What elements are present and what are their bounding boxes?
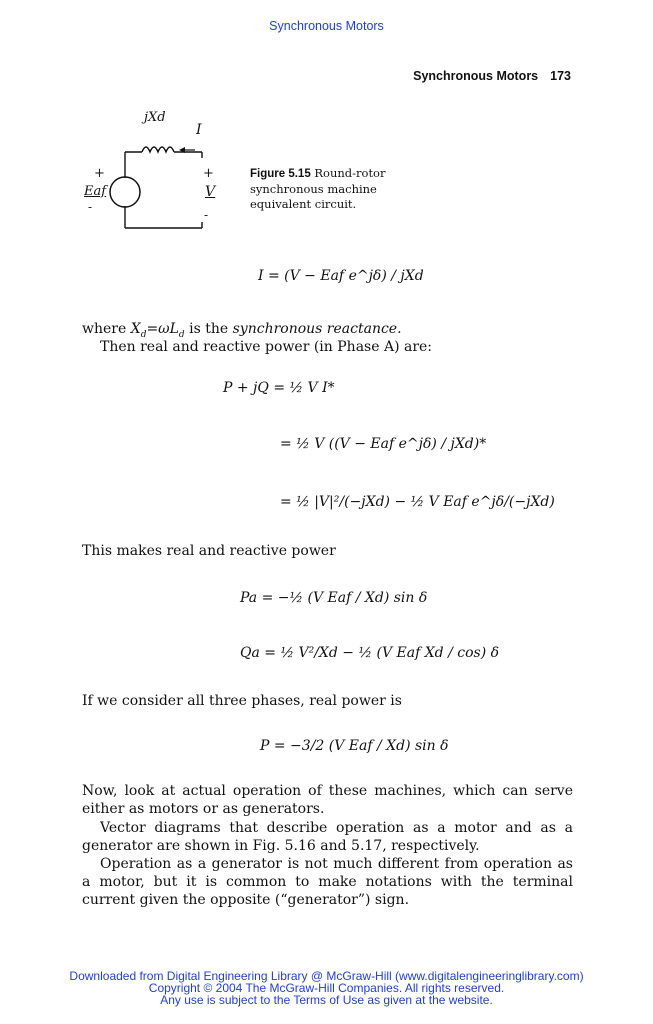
figure-caption <box>250 166 425 212</box>
figure-caption-label: Figure 5.15 <box>250 168 311 180</box>
paragraph-real-reactive-intro: Then real and reactive power (in Phase A) are: <box>100 339 433 355</box>
paragraph-makes-power: This makes real and reactive power <box>82 543 336 559</box>
page-number: 173 <box>550 69 571 83</box>
equation-complex-power-2: = ½ V ((V − Eaf e^jδ) / jXd)* <box>280 436 487 452</box>
label-v: V <box>205 184 216 200</box>
equation-complex-power: P + jQ = ½ V I* <box>223 380 335 396</box>
top-chapter-link[interactable]: Synchronous Motors <box>269 19 384 33</box>
label-jxd: jXd <box>144 110 166 125</box>
footer-terms-link[interactable]: Any use is subject to the Terms of Use as given at the website. <box>160 993 493 1007</box>
running-title: Synchronous Motors <box>413 69 539 83</box>
equation-complex-power-3: = ½ |V|²/(−jXd) − ½ V Eaf e^jδ/(−jXd) <box>280 494 555 510</box>
equation-reactive-power-phase: Qa = ½ V²/Xd − ½ (V Eaf Xd / cos) δ <box>240 645 500 661</box>
label-plus-left: + <box>94 166 105 181</box>
footer-copyright-link[interactable]: Copyright © 2004 The McGraw-Hill Companies. All rights reserved. <box>148 981 505 995</box>
running-header <box>413 69 571 83</box>
paragraph-actual-operation: Now, look at actual operation of these machines, which can serve either as motors or as generators. <box>82 783 573 817</box>
equation-current: I = (V − Eaf e^jδ) / jXd <box>258 268 424 284</box>
equivalent-circuit-figure <box>78 108 228 233</box>
equation-real-power-total: P = −3/2 (V Eaf / Xd) sin δ <box>260 738 449 754</box>
paragraph-vector-diagrams: Vector diagrams that describe operation as a motor and as a generator are shown in Fig. 5.16 and 5.17, respectively. <box>82 820 573 854</box>
paragraph-three-phases: If we consider all three phases, real power is <box>82 693 402 709</box>
label-current-i: I <box>196 122 202 138</box>
label-minus-right: - <box>204 208 209 222</box>
figure-caption-text: Round-rotor synchronous machine equivalent circuit. <box>250 166 386 211</box>
label-plus-right: + <box>203 166 214 181</box>
footer-download-link[interactable]: Downloaded from Digital Engineering Library @ McGraw-Hill (www.digitalengineeringlibrary.com) <box>69 969 584 983</box>
paragraph-generator-operation: Operation as a generator is not much different from operation as a motor, but it is common to make notations with the terminal current given the opposite (“generator”) sign. <box>82 856 573 908</box>
paragraph-synchronous-reactance: where $X_d=\omega L_d$ is the synchronous reactance. <box>82 321 402 340</box>
equation-real-power-phase: Pa = −½ (V Eaf / Xd) sin δ <box>240 590 428 606</box>
label-minus-left: - <box>88 200 93 214</box>
label-eaf: Eaf <box>84 184 107 199</box>
